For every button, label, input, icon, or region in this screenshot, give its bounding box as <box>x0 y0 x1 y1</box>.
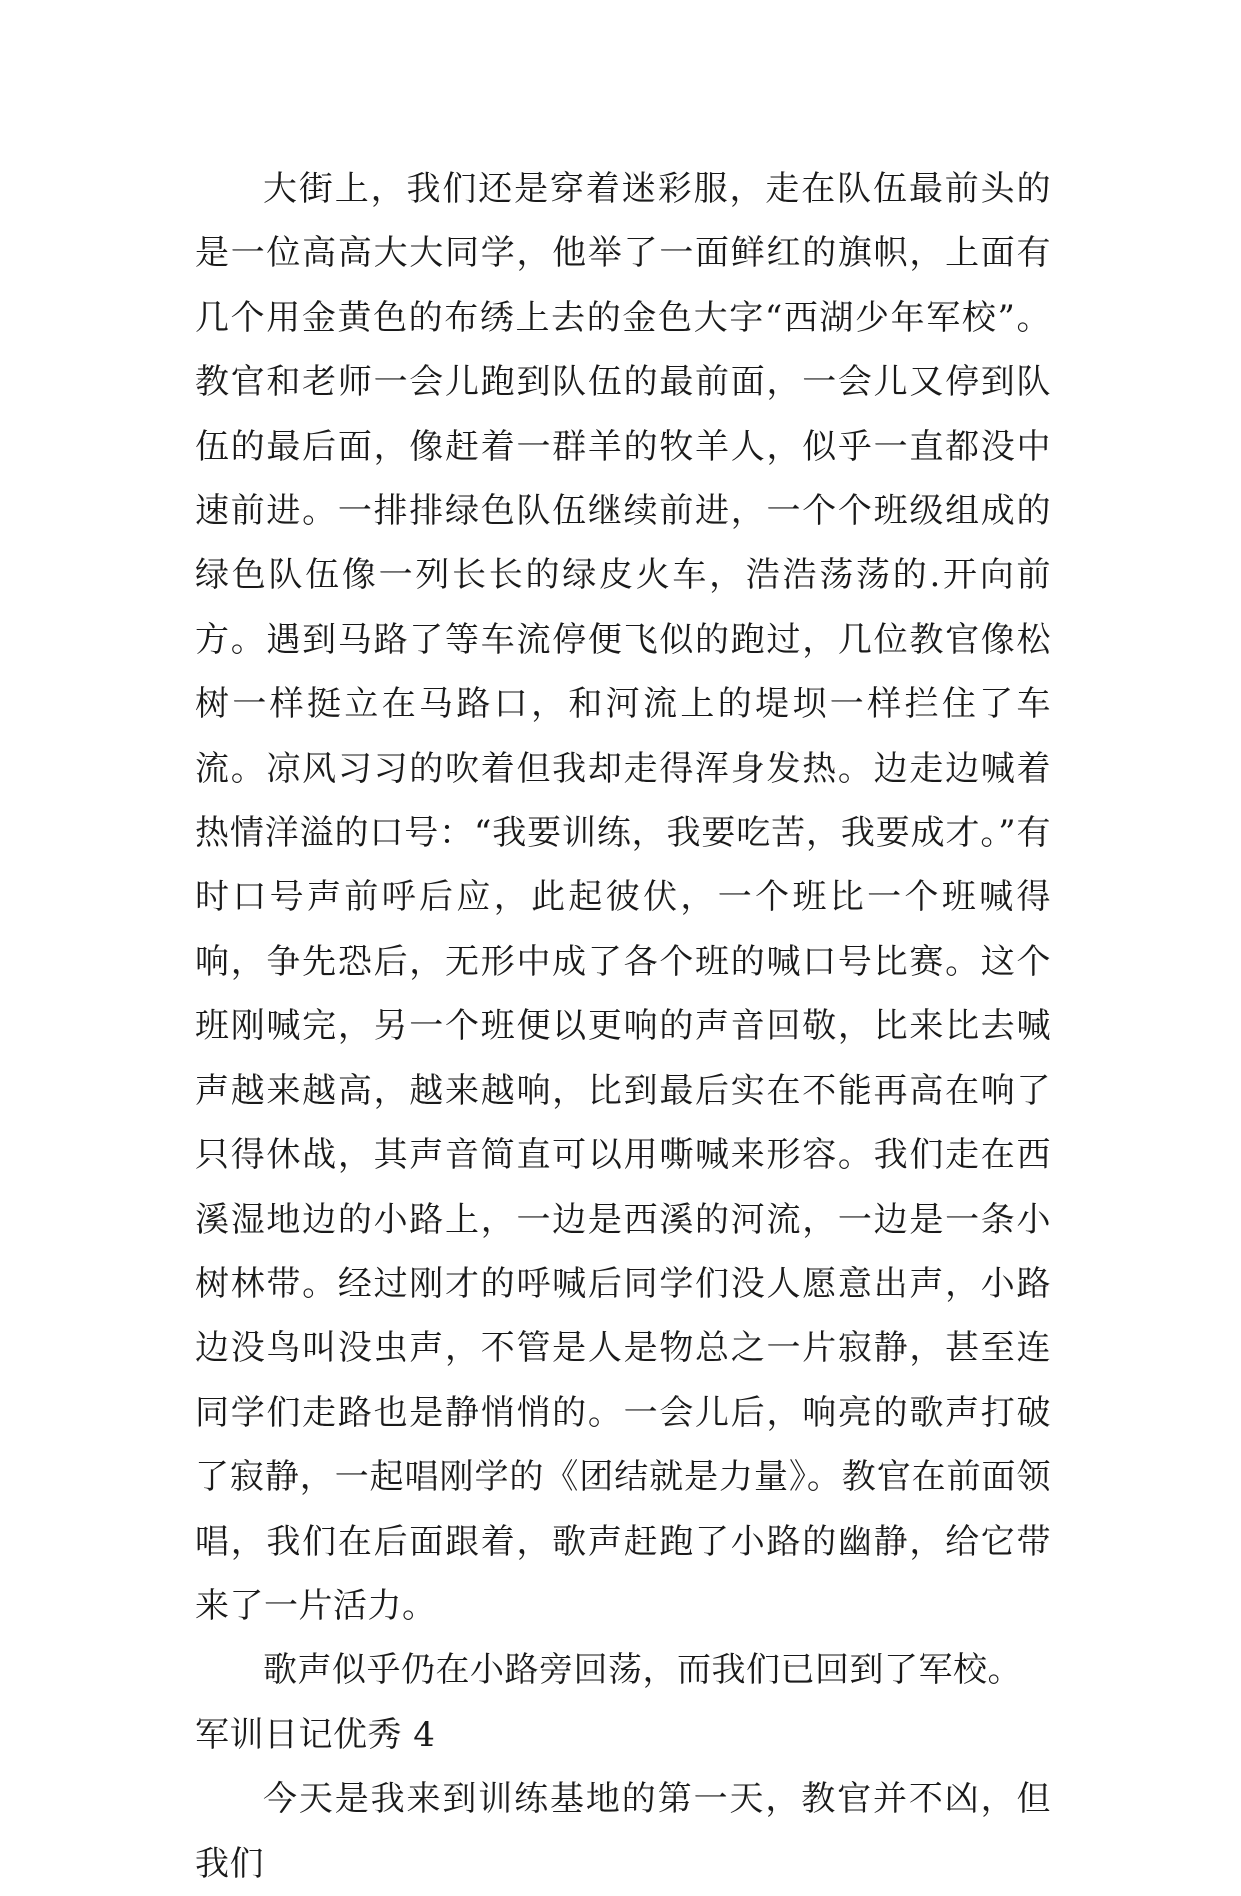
body-paragraph: 大街上，我们还是穿着迷彩服，走在队伍最前头的是一位高高大大同学，他举了一面鲜红的旗帜，上面有几个用金黄色的布绣上去的金色大字“西湖少年军校”。教官和老师一会儿跑到队伍的最前面，一会儿又停到队伍的最后面，像赶着一群羊的牧羊人，似乎一直都没中速前进。一排排绿色队伍继续前进，一个个班级组成的绿色队伍像一列长长的绿皮火车，浩浩荡荡的.开向前方。遇到马路了等车流停便飞似的跑过，几位教官像松树一样挺立在马路口，和河流上的堤坝一样拦住了车流。凉风习习的吹着但我却走得浑身发热。边走边喊着热情洋溢的口号：“我要训练，我要吃苦，我要成才。”有时口号声前呼后应，此起彼伏，一个班比一个班喊得响，争先恐后，无形中成了各个班的喊口号比赛。这个班刚喊完，另一个班便以更响的声音回敬，比来比去喊声越来越高，越来越响，比到最后实在不能再高在响了只得休战，其声音简直可以用嘶喊来形容。我们走在西溪湿地边的小路上，一边是西溪的河流，一边是一条小树林带。经过刚才的呼喊后同学们没人愿意出声，小路边没鸟叫没虫声，不管是人是物总之一片寂静，甚至连同学们走路也是静悄悄的。一会儿后，响亮的歌声打破了寂静，一起唱刚学的《团结就是力量》。教官在前面领唱，我们在后面跟着，歌声赶跑了小路的幽静，给它带来了一片活力。 <box>195 169 1051 1626</box>
body-paragraph: 歌声似乎仍在小路旁回荡，而我们已回到了军校。 <box>263 1650 1022 1691</box>
body-paragraph: 今天是我来到训练基地的第一天，教官并不凶，但我们 <box>195 1779 1051 1884</box>
document-page <box>195 157 1051 1896</box>
section-heading: 军训日记优秀 4 <box>195 1714 436 1755</box>
